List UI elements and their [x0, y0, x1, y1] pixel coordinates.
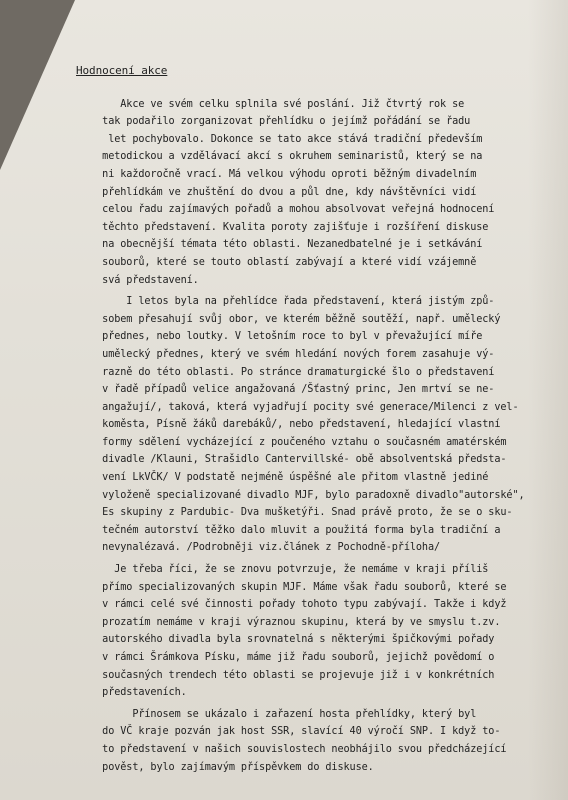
text-line: umělecký přednes, který ve svém hledání nových forem zasahuje vý-: [72, 348, 495, 360]
text-line: nevynalézavá. /Podrobněji viz.článek z Pochodně-příloha/: [72, 542, 441, 554]
typewritten-document: [72, 62, 542, 776]
folded-corner: [0, 0, 75, 170]
text-line: koměsta, Písně žáků darebáků/, nebo představení, hledající vlastní: [72, 419, 501, 431]
paragraph: [72, 293, 542, 557]
text-line: těchto představení. Kvalita poroty zajišťuje i rozšíření diskuse: [72, 221, 489, 233]
text-line: divadle /Klauni, Strašidlo Cantervillské- obě absolventská předsta-: [72, 454, 507, 466]
text-line: souborů, které se touto oblastí zabývají a které vidí vzájemně: [72, 256, 477, 268]
text-line: to představení v našich souvislostech neobhájilo svou předcházející: [72, 743, 507, 755]
text-line: přímo specializovaných skupin MJF. Máme však řadu souborů, které se: [72, 581, 507, 593]
text-line: současných trendech této oblasti se projevuje již i v konkrétních: [72, 669, 495, 681]
text-line: Es skupiny z Pardubic- Dva mušketýři. Snad právě proto, že se o sku-: [72, 507, 513, 519]
text-line: do VČ kraje pozván jak host SSR, slavící 40 výročí SNP. I když to-: [72, 726, 501, 738]
text-line: Akce ve svém celku splnila své poslání. Již čtvrtý rok se: [72, 98, 465, 110]
text-line: představeních.: [72, 687, 187, 699]
text-line: přehlídkám ve zhuštění do dvou a půl dne, kdy návštěvníci vidí: [72, 186, 477, 198]
text-line: let pochybovalo. Dokonce se tato akce stává tradiční především: [72, 133, 483, 145]
text-line: ni každoročně vrací. Má velkou výhodu oproti běžným divadelním: [72, 168, 477, 180]
text-line: tak podařilo zorganizovat přehlídku o jejímž pořádání se řadu: [72, 116, 471, 128]
text-line: vyloženě specializované divadlo MJF, bylo paradoxně divadlo"autorské",: [72, 489, 525, 501]
text-line: v rámci Šrámkova Písku, máme již řadu souborů, jejichž povědomí o: [72, 652, 495, 663]
paragraph: [72, 561, 542, 702]
document-heading: Hodnocení akce: [76, 64, 168, 77]
text-line: Přínosem se ukázalo i zařazení hosta přehlídky, který byl: [72, 708, 477, 720]
text-line: v rámci celé své činnosti pořady tohoto typu zabývají. Takže i když: [72, 599, 507, 611]
document-body: [72, 96, 542, 777]
text-line: I letos byla na přehlídce řada představení, která jistým způ-: [72, 296, 495, 308]
text-line: na obecnější témata této oblasti. Nezanedbatelné je i setkávání: [72, 239, 483, 251]
text-line: vení LkVČK/ V podstatě nejméně úspěšné ale přitom vlastně jediné: [72, 472, 489, 484]
text-line: Je třeba říci, že se znovu potvrzuje, že nemáme v kraji příliš: [72, 564, 489, 576]
text-line: sobem přesahují svůj obor, ve kterém běžně soutěží, např. umělecký: [72, 313, 501, 325]
text-line: přednes, nebo loutky. V letošním roce to byl v převažující míře: [72, 331, 483, 343]
text-line: autorského divadla byla srovnatelná s některými špičkovými pořady: [72, 634, 495, 646]
paragraph: [72, 96, 542, 290]
text-line: svá představení.: [72, 274, 199, 286]
text-line: angažují/, taková, která vyjadřují pocity své generace/Milenci z vel-: [72, 401, 519, 413]
text-line: v řadě případů velice angažovaná /Šťastný princ, Jen mrtví se ne-: [72, 384, 495, 396]
text-line: formy sdělení vycházející z poučeného vztahu o současném amatérském: [72, 436, 507, 448]
text-line: pověst, bylo zajímavým příspěvkem do diskuse.: [72, 761, 374, 773]
paragraph: [72, 706, 542, 776]
text-line: celou řadu zajímavých pořadů a mohou absolvovat veřejná hodnocení: [72, 204, 495, 216]
text-line: razně do této oblasti. Po stránce dramaturgické šlo o představení: [72, 366, 495, 378]
text-line: metodickou a vzdělávací akcí s okruhem seminaristů, který se na: [72, 151, 483, 163]
text-line: tečném autorství těžko dalo mluvit a použitá forma byla tradiční a: [72, 524, 501, 536]
text-line: prozatím nemáme v kraji výraznou skupinu, která by ve smyslu t.zv.: [72, 616, 501, 628]
